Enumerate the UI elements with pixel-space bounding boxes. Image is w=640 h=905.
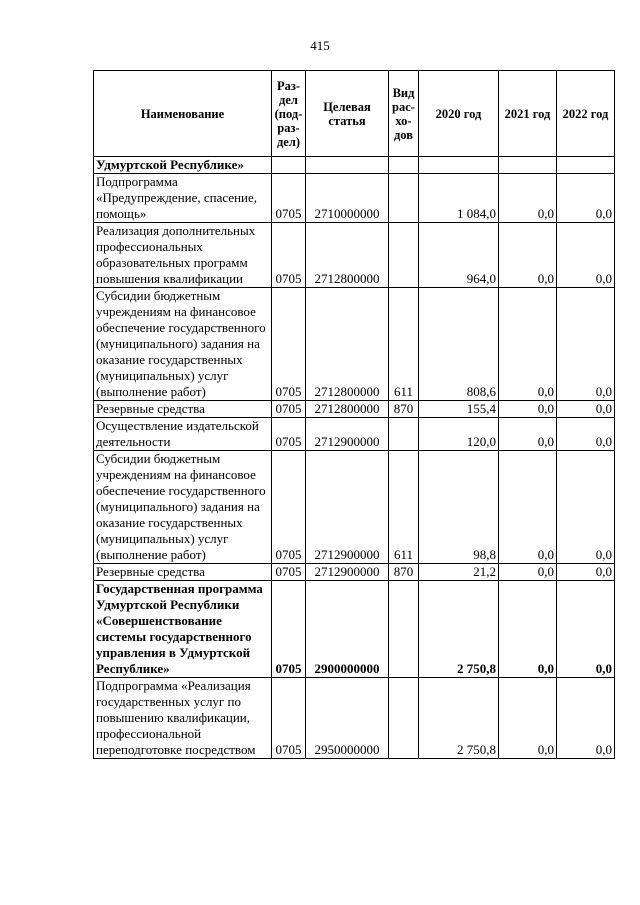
cell-y2022: 0,0 xyxy=(557,223,615,288)
cell-y2020 xyxy=(419,157,499,174)
cell-type: 870 xyxy=(389,564,419,581)
cell-type xyxy=(389,174,419,223)
table-row xyxy=(94,288,615,401)
cell-type: 611 xyxy=(389,451,419,564)
cell-target: 2712800000 xyxy=(306,401,389,418)
cell-section: 0705 xyxy=(272,451,306,564)
table-body xyxy=(94,157,615,759)
cell-y2021: 0,0 xyxy=(499,288,557,401)
cell-section: 0705 xyxy=(272,288,306,401)
cell-type: 611 xyxy=(389,288,419,401)
cell-y2020: 2 750,8 xyxy=(419,678,499,759)
cell-target: 2712900000 xyxy=(306,451,389,564)
cell-target: 2712800000 xyxy=(306,223,389,288)
cell-y2020: 21,2 xyxy=(419,564,499,581)
table-row xyxy=(94,418,615,451)
cell-y2022: 0,0 xyxy=(557,401,615,418)
col-header-type: Вид рас- хо- дов xyxy=(389,71,419,157)
cell-target xyxy=(306,157,389,174)
cell-y2020: 98,8 xyxy=(419,451,499,564)
cell-name: Государственная программа Удмуртской Республики «Совершенствование системы государственного управления в Удмуртской Республике» xyxy=(94,581,272,678)
cell-y2020: 964,0 xyxy=(419,223,499,288)
cell-target: 2712900000 xyxy=(306,418,389,451)
col-header-2020: 2020 год xyxy=(419,71,499,157)
header-row xyxy=(94,71,615,157)
cell-name: Осуществление издательской деятельности xyxy=(94,418,272,451)
cell-target: 2712800000 xyxy=(306,288,389,401)
cell-name: Реализация дополнительных профессиональных образовательных программ повышения квалификации xyxy=(94,223,272,288)
cell-y2022: 0,0 xyxy=(557,678,615,759)
cell-section: 0705 xyxy=(272,581,306,678)
cell-y2021: 0,0 xyxy=(499,564,557,581)
budget-table xyxy=(93,70,615,759)
cell-y2022 xyxy=(557,157,615,174)
col-header-section: Раз- дел (под- раз- дел) xyxy=(272,71,306,157)
cell-name: Субсидии бюджетным учреждениям на финансовое обеспечение государственного (муниципального) задания на оказание государственных (муниципальных) услуг (выполнение работ) xyxy=(94,451,272,564)
cell-section xyxy=(272,157,306,174)
cell-target: 2900000000 xyxy=(306,581,389,678)
cell-y2022: 0,0 xyxy=(557,564,615,581)
table-row xyxy=(94,401,615,418)
cell-y2020: 2 750,8 xyxy=(419,581,499,678)
cell-type xyxy=(389,581,419,678)
cell-y2021 xyxy=(499,157,557,174)
col-header-target: Целевая статья xyxy=(306,71,389,157)
col-header-name: Наименование xyxy=(94,71,272,157)
table-row xyxy=(94,564,615,581)
cell-y2022: 0,0 xyxy=(557,451,615,564)
cell-y2021: 0,0 xyxy=(499,401,557,418)
cell-section: 0705 xyxy=(272,418,306,451)
cell-y2020: 155,4 xyxy=(419,401,499,418)
table-row xyxy=(94,157,615,174)
cell-type xyxy=(389,418,419,451)
cell-name: Подпрограмма «Реализация государственных услуг по повышению квалификации, профессиональной переподготовке посредством xyxy=(94,678,272,759)
cell-y2020: 808,6 xyxy=(419,288,499,401)
cell-y2021: 0,0 xyxy=(499,418,557,451)
cell-y2021: 0,0 xyxy=(499,223,557,288)
cell-name: Субсидии бюджетным учреждениям на финансовое обеспечение государственного (муниципального) задания на оказание государственных (муниципальных) услуг (выполнение работ) xyxy=(94,288,272,401)
cell-y2022: 0,0 xyxy=(557,288,615,401)
cell-y2020: 1 084,0 xyxy=(419,174,499,223)
table-row xyxy=(94,174,615,223)
cell-section: 0705 xyxy=(272,223,306,288)
cell-y2021: 0,0 xyxy=(499,174,557,223)
cell-y2021: 0,0 xyxy=(499,581,557,678)
table-row xyxy=(94,581,615,678)
cell-y2020: 120,0 xyxy=(419,418,499,451)
cell-target: 2950000000 xyxy=(306,678,389,759)
col-header-2021: 2021 год xyxy=(499,71,557,157)
col-header-2022: 2022 год xyxy=(557,71,615,157)
cell-y2021: 0,0 xyxy=(499,678,557,759)
cell-type xyxy=(389,157,419,174)
cell-name: Резервные средства xyxy=(94,401,272,418)
cell-y2021: 0,0 xyxy=(499,451,557,564)
cell-target: 2712900000 xyxy=(306,564,389,581)
cell-type xyxy=(389,223,419,288)
cell-section: 0705 xyxy=(272,401,306,418)
cell-section: 0705 xyxy=(272,678,306,759)
table-row xyxy=(94,223,615,288)
cell-name: Резервные средства xyxy=(94,564,272,581)
page-number: 415 xyxy=(310,38,330,53)
cell-type xyxy=(389,678,419,759)
cell-y2022: 0,0 xyxy=(557,174,615,223)
cell-type: 870 xyxy=(389,401,419,418)
cell-name: Удмуртской Республике» xyxy=(94,157,272,174)
cell-section: 0705 xyxy=(272,174,306,223)
table-row xyxy=(94,451,615,564)
cell-y2022: 0,0 xyxy=(557,581,615,678)
table-row xyxy=(94,678,615,759)
cell-section: 0705 xyxy=(272,564,306,581)
cell-y2022: 0,0 xyxy=(557,418,615,451)
cell-target: 2710000000 xyxy=(306,174,389,223)
cell-name: Подпрограмма «Предупреждение, спасение, помощь» xyxy=(94,174,272,223)
